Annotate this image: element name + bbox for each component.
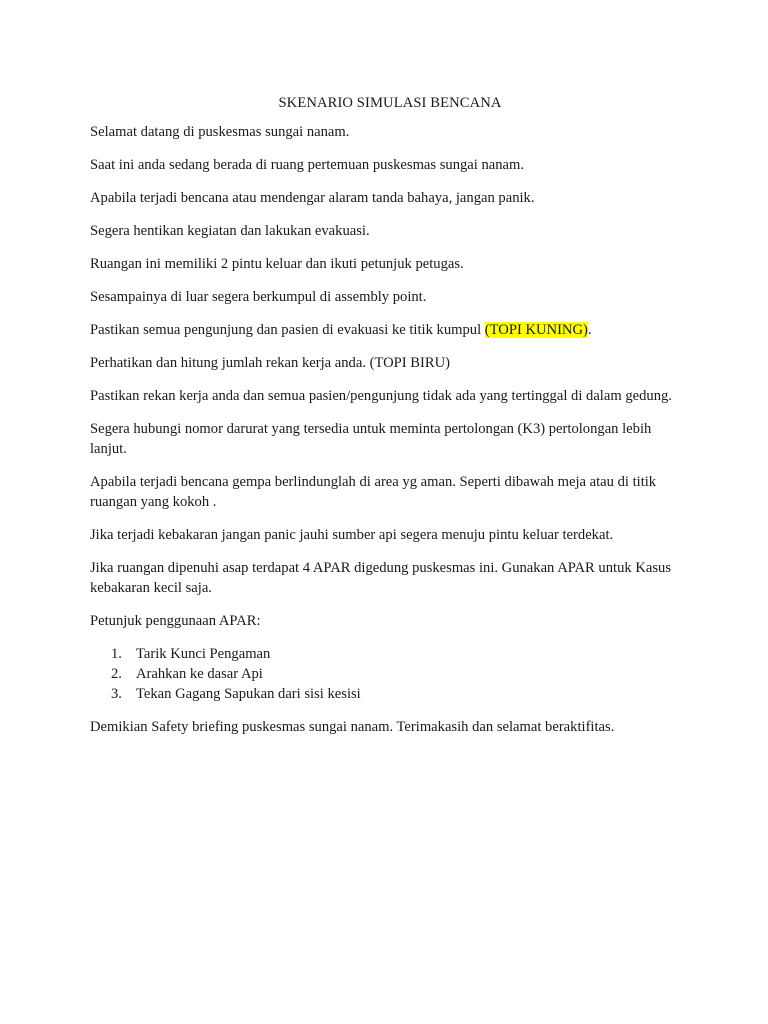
paragraph-location: Saat ini anda sedang berada di ruang pertemuan puskesmas sungai nanam.: [90, 157, 525, 173]
paragraph-fire: Jika terjadi kebakaran jangan panic jauhi sumber api segera menuju pintu keluar terdekat.: [90, 527, 614, 543]
list-item-number: 3.: [111, 686, 122, 702]
paragraph-exits: Ruangan ini memiliki 2 pintu keluar dan ikuti petunjuk petugas.: [90, 256, 464, 272]
paragraph-visitors: [90, 320, 690, 340]
paragraph-emergency-number: Segera hubungi nomor darurat yang tersedia untuk meminta pertolongan (K3) pertolongan lebih lanjut.: [90, 421, 652, 457]
list-item: [90, 644, 690, 664]
paragraph-evacuate: Segera hentikan kegiatan dan lakukan evakuasi.: [90, 223, 370, 239]
paragraph-welcome: Selamat datang di puskesmas sungai nanam.: [90, 124, 350, 140]
paragraph-apar-instructions: Petunjuk penggunaan APAR:: [90, 613, 261, 629]
list-item-number: 1.: [111, 646, 122, 662]
paragraph-earthquake: Apabila terjadi bencana gempa berlindunglah di area yg aman. Seperti dibawah meja atau di titik ruangan yang kokoh .: [90, 474, 657, 510]
apar-steps-list: [90, 644, 690, 704]
paragraph-visitors-text: Pastikan semua pengunjung dan pasien di evakuasi ke titik kumpul: [90, 322, 485, 338]
paragraph-smoke-apar: Jika ruangan dipenuhi asap terdapat 4 APAR digedung puskesmas ini. Gunakan APAR untuk Kasus kebakaran kecil saja.: [90, 560, 671, 596]
list-item: [90, 684, 690, 704]
paragraph-count-colleagues: Perhatikan dan hitung jumlah rekan kerja anda. (TOPI BIRU): [90, 355, 451, 371]
paragraph-no-one-left: Pastikan rekan kerja anda dan semua pasien/pengunjung tidak ada yang tertinggal di dalam gedung.: [90, 388, 672, 404]
list-item-text: Arahkan ke dasar Api: [136, 666, 263, 682]
paragraph-closing: Demikian Safety briefing puskesmas sungai nanam. Terimakasih dan selamat beraktifitas.: [90, 719, 615, 735]
list-item: [90, 664, 690, 684]
paragraph-assembly-point: Sesampainya di luar segera berkumpul di assembly point.: [90, 289, 427, 305]
list-item-text: Tarik Kunci Pengaman: [136, 646, 271, 662]
paragraph-visitors-end: .: [587, 322, 592, 338]
document-title: SKENARIO SIMULASI BENCANA: [278, 95, 502, 111]
list-item-number: 2.: [111, 666, 122, 682]
highlight-topi-kuning: (TOPI KUNING): [484, 322, 588, 338]
list-item-text: Tekan Gagang Sapukan dari sisi kesisi: [136, 686, 361, 702]
paragraph-alarm: Apabila terjadi bencana atau mendengar alaram tanda bahaya, jangan panik.: [90, 190, 535, 206]
document-page: [90, 93, 690, 750]
